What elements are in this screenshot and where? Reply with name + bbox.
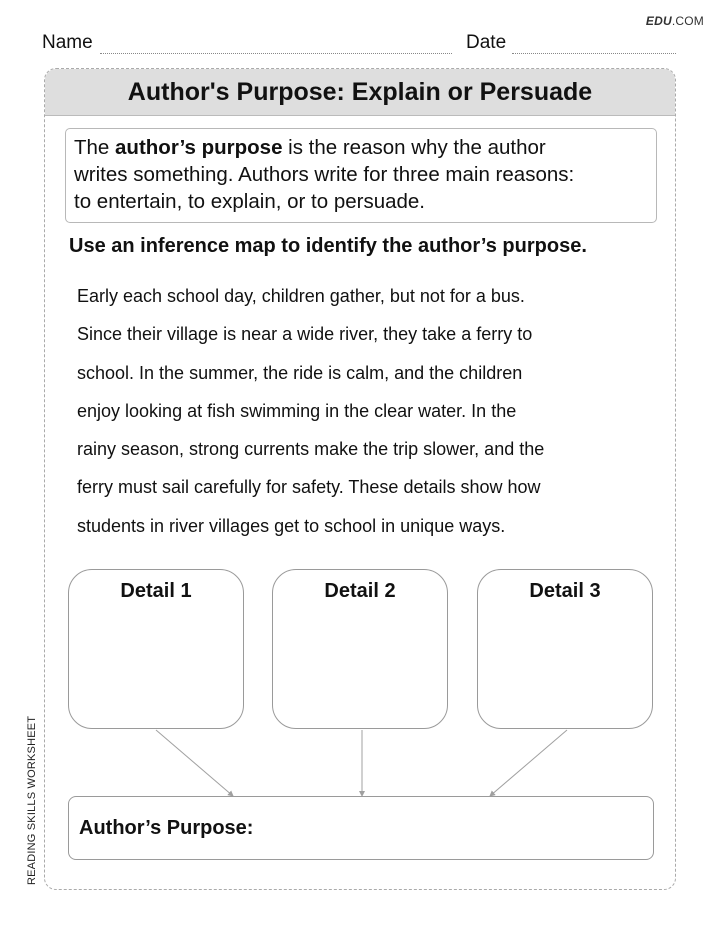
detail-3-label: Detail 3 — [529, 580, 601, 602]
detail-3-box[interactable] — [477, 569, 653, 729]
intro-line-3: to entertain, to explain, or to persuade. — [74, 190, 426, 213]
arrow-detail-3 — [490, 730, 567, 796]
instruction-text: Use an inference map to identify the author’s purpose. — [69, 235, 587, 257]
intro-line-2: writes something. Authors write for three main reasons: — [74, 163, 575, 186]
authors-purpose-label: Author’s Purpose: — [79, 817, 254, 839]
name-date-row — [42, 32, 676, 56]
worksheet-panel — [44, 68, 676, 890]
passage-line: Since their village is near a wide river, they take a ferry to — [77, 324, 533, 345]
name-field-line[interactable] — [100, 53, 452, 54]
passage-line: students in river villages get to school in unique ways. — [77, 515, 506, 536]
definition-box — [65, 128, 657, 223]
detail-1-label: Detail 1 — [120, 580, 192, 602]
arrow-detail-1 — [156, 730, 233, 796]
passage-line: school. In the summer, the ride is calm, and the children — [77, 362, 523, 383]
edu-logo: EDU.COM — [645, 14, 704, 28]
passage-line: ferry must sail carefully for safety. These details show how — [77, 477, 541, 498]
intro-line-1: The author’s purpose is the reason why the author — [74, 136, 546, 159]
passage-line: rainy season, strong currents make the trip slower, and the — [77, 439, 545, 460]
authors-purpose-box[interactable] — [68, 796, 654, 860]
detail-2-label: Detail 2 — [324, 580, 396, 602]
passage-line: enjoy looking at fish swimming in the clear water. In the — [77, 400, 517, 421]
detail-1-box[interactable] — [68, 569, 244, 729]
date-field-line[interactable] — [512, 53, 676, 54]
detail-2-box[interactable] — [272, 569, 448, 729]
worksheet-title: Author's Purpose: Explain or Persuade — [45, 69, 675, 116]
side-label: READING SKILLS WORKSHEET — [26, 715, 38, 885]
reading-passage — [77, 277, 651, 545]
passage-line: Early each school day, children gather, but not for a bus. — [77, 286, 525, 306]
name-label: Name — [42, 32, 93, 53]
date-label: Date — [466, 32, 507, 53]
